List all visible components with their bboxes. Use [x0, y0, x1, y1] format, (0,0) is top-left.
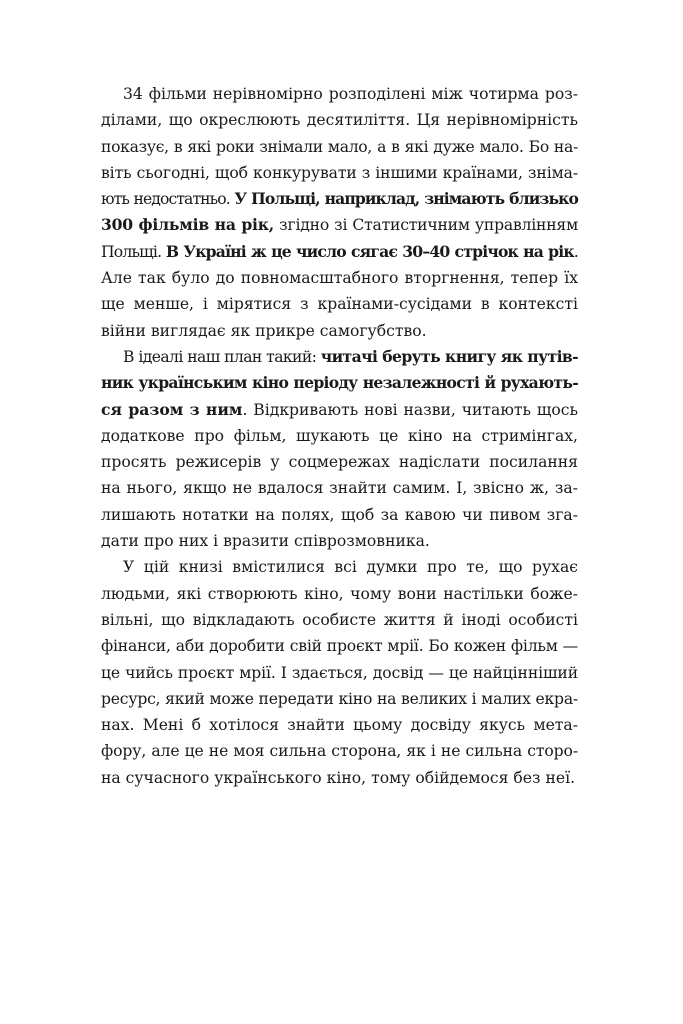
bold-text: читачі беруть книгу як путів-	[320, 346, 578, 366]
text-run: дати про них і вразити співрозмовника.	[101, 532, 430, 551]
text-line	[101, 397, 578, 423]
text-line	[101, 607, 578, 633]
text-line	[101, 660, 578, 686]
text-line	[101, 449, 578, 475]
text-run: нах. Мені б хотілося знайти цьому досвіду якусь мета-	[101, 716, 578, 735]
text-line	[101, 633, 578, 659]
text-run: людьми, які створюють кіно, чому вони настільки боже-	[101, 584, 578, 603]
text-run: ресурс, який може передати кіно на великих і малих екра-	[101, 689, 578, 708]
text-line	[101, 686, 578, 712]
text-run: згідно зі Статистичним управлінням	[274, 216, 578, 235]
bold-text: У Польщі, наприклад, знімають близько	[234, 189, 578, 209]
text-run: фінанси, аби доробити свій проєкт мрії. Бо кожен фільм —	[101, 637, 578, 656]
text-run: У цій книзі вмістилися всі думки про те, що рухає	[123, 558, 578, 577]
text-line	[101, 81, 578, 107]
bold-text: 300 фільмів на рік,	[101, 215, 275, 235]
paragraph	[101, 81, 578, 344]
text-run: ють недостатньо.	[101, 190, 235, 209]
text-run: Але так було до повномасштабного вторгнення, тепер їх	[101, 269, 578, 288]
text-run: віть сьогодні, щоб конкурувати з іншими країнами, зніма-	[101, 163, 578, 182]
text-line	[101, 581, 578, 607]
text-line	[101, 186, 578, 212]
text-run: В ідеалі наш план такий:	[123, 347, 321, 366]
text-run: ще менше, і мірятися з країнами-сусідами в контексті	[101, 295, 578, 314]
text-run: на нього, якщо не вдалося знайти самим. І, звісно ж, за-	[101, 479, 578, 498]
text-line	[101, 475, 578, 501]
text-run: ділами, що окреслюють десятиліття. Ця нерівномірність	[101, 111, 578, 130]
text-run: війни виглядає як прикре самогубство.	[101, 321, 427, 340]
bold-text: ник українським кіно періоду незалежності й рухають-	[101, 373, 578, 393]
paragraph	[101, 554, 578, 791]
text-line	[101, 239, 578, 265]
text-run: це чийсь проєкт мрії. І здається, досвід — це найцінніший	[101, 663, 578, 682]
text-run: вільні, що відкладають особисте життя й іноді особисті	[101, 610, 578, 629]
text-line	[101, 528, 578, 554]
paragraph	[101, 344, 578, 554]
text-run: Польщі.	[101, 242, 166, 261]
text-line	[101, 344, 578, 370]
text-run: просять режисерів у соцмережах надіслати посилання	[101, 453, 578, 472]
text-line	[101, 554, 578, 580]
text-line	[101, 423, 578, 449]
text-line	[101, 107, 578, 133]
text-run: 34 фільми нерівномірно розподілені між чотирма роз-	[123, 85, 578, 103]
text-line	[101, 502, 578, 528]
text-line	[101, 765, 578, 791]
text-run: лишають нотатки на полях, щоб за кавою чи пивом зга-	[101, 505, 578, 524]
text-line	[101, 738, 578, 764]
text-line	[101, 318, 578, 344]
text-line	[101, 134, 578, 160]
text-line	[101, 265, 578, 291]
text-run: .	[573, 242, 578, 261]
bold-text: ся разом з ним	[101, 399, 243, 419]
text-line	[101, 291, 578, 317]
text-line	[101, 712, 578, 738]
text-line	[101, 160, 578, 186]
text-run: фору, але це не моя сильна сторона, як і не сильна сторо-	[101, 742, 578, 761]
text-run: показує, в які роки знімали мало, а в які дуже мало. Бо на-	[101, 137, 578, 156]
text-line	[101, 370, 578, 396]
bold-text: В Україні ж це число сягає 30–40 стрічок на рік	[165, 241, 574, 261]
body-text	[101, 81, 578, 791]
text-run: . Відкривають нові назви, читають щось	[242, 400, 578, 419]
text-line	[101, 212, 578, 238]
text-run: додаткове про фільм, шукають це кіно на стримінгах,	[101, 426, 578, 445]
text-run: на сучасного українського кіно, тому обійдемося без неї.	[101, 768, 576, 787]
